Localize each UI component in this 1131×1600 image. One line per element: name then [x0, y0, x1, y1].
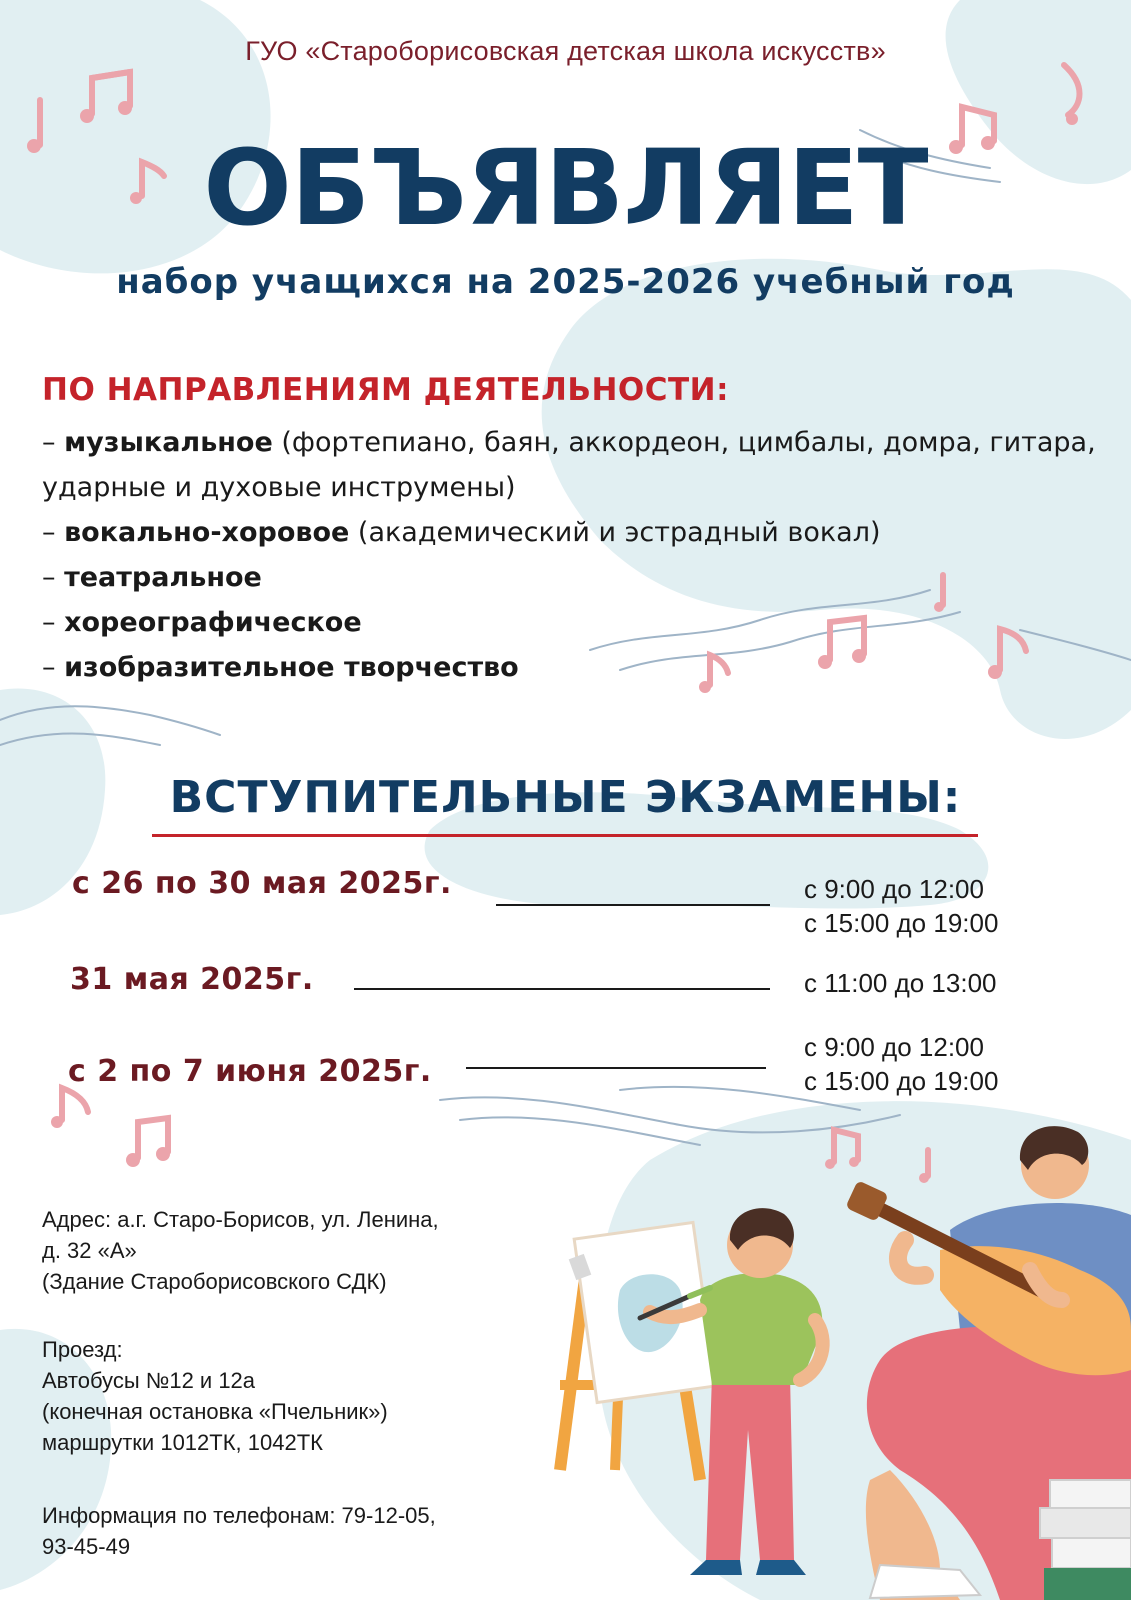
transport-block: [42, 1334, 562, 1458]
exam-time: с 15:00 до 19:00: [804, 1066, 999, 1096]
music-note-icon: [126, 1118, 170, 1167]
exam-divider-line: [496, 904, 770, 906]
headline: ОБЪЯВЛЯЕТ: [203, 127, 928, 249]
organization-name: ГУО «Староборисовская детская школа искусств»: [245, 36, 886, 66]
direction-item: – музыкальное (фортепиано, баян, аккордеон, цимбалы, домра, гитара, ударные и духовые инструмены): [42, 427, 1096, 503]
direction-detail: (академический и эстрадный вокал): [357, 517, 881, 548]
direction-item: – театральное: [42, 562, 262, 593]
address-line: Адрес: а.г. Старо-Борисов, ул. Ленина,: [42, 1207, 439, 1232]
exam-date: 31 мая 2025г.: [70, 962, 314, 997]
exams-title-underline: [152, 834, 978, 837]
exams-title: ВСТУПИТЕЛЬНЫЕ ЭКЗАМЕНЫ:: [169, 772, 962, 823]
direction-name: музыкальное: [64, 427, 273, 458]
direction-name: изобразительное творчество: [64, 652, 519, 683]
direction-name: вокально-хоровое: [64, 517, 350, 548]
subheadline: набор учащихся на 2025-2026 учебный год: [116, 262, 1015, 302]
address-line: д. 32 «А»: [42, 1238, 137, 1263]
exam-date: с 2 по 7 июня 2025г.: [68, 1054, 432, 1089]
address-block: [42, 1204, 562, 1297]
direction-name: театральное: [64, 562, 262, 593]
contacts-block: [42, 1500, 582, 1562]
exam-divider-line: [466, 1067, 766, 1069]
transport-line: Автобусы №12 и 12а: [42, 1368, 256, 1393]
direction-detail: (фортепиано, баян, аккордеон, цимбалы, домра, гитара, ударные и духовые инструмены): [42, 427, 1096, 503]
transport-line: Проезд:: [42, 1337, 123, 1362]
exam-time: с 9:00 до 12:00: [804, 874, 984, 904]
contacts-line: Информация по телефонам: 79-12-05,: [42, 1503, 436, 1528]
contacts-line: 93-45-49: [42, 1534, 131, 1559]
direction-name: хореографическое: [64, 607, 362, 638]
exam-divider-line: [354, 988, 770, 990]
directions-list: [42, 420, 1102, 690]
transport-line: маршрутки 1012ТК, 1042ТК: [42, 1430, 323, 1455]
direction-item: – вокально-хоровое (академический и эстрадный вокал): [42, 517, 881, 548]
music-note-icon: [51, 1088, 88, 1128]
exam-time: с 11:00 до 13:00: [804, 968, 997, 998]
exam-time: с 9:00 до 12:00: [804, 1032, 984, 1062]
exam-time: с 15:00 до 19:00: [804, 908, 999, 938]
direction-item: – изобразительное творчество: [42, 652, 519, 683]
transport-line: (конечная остановка «Пчельник»): [42, 1399, 388, 1424]
book-stack-icon: [1040, 1480, 1131, 1600]
direction-item: – хореографическое: [42, 607, 362, 638]
directions-title: ПО НАПРАВЛЕНИЯМ ДЕЯТЕЛЬНОСТИ:: [42, 372, 730, 408]
exam-date: с 26 по 30 мая 2025г.: [72, 866, 452, 901]
address-line: (Здание Староборисовского СДК): [42, 1269, 387, 1294]
